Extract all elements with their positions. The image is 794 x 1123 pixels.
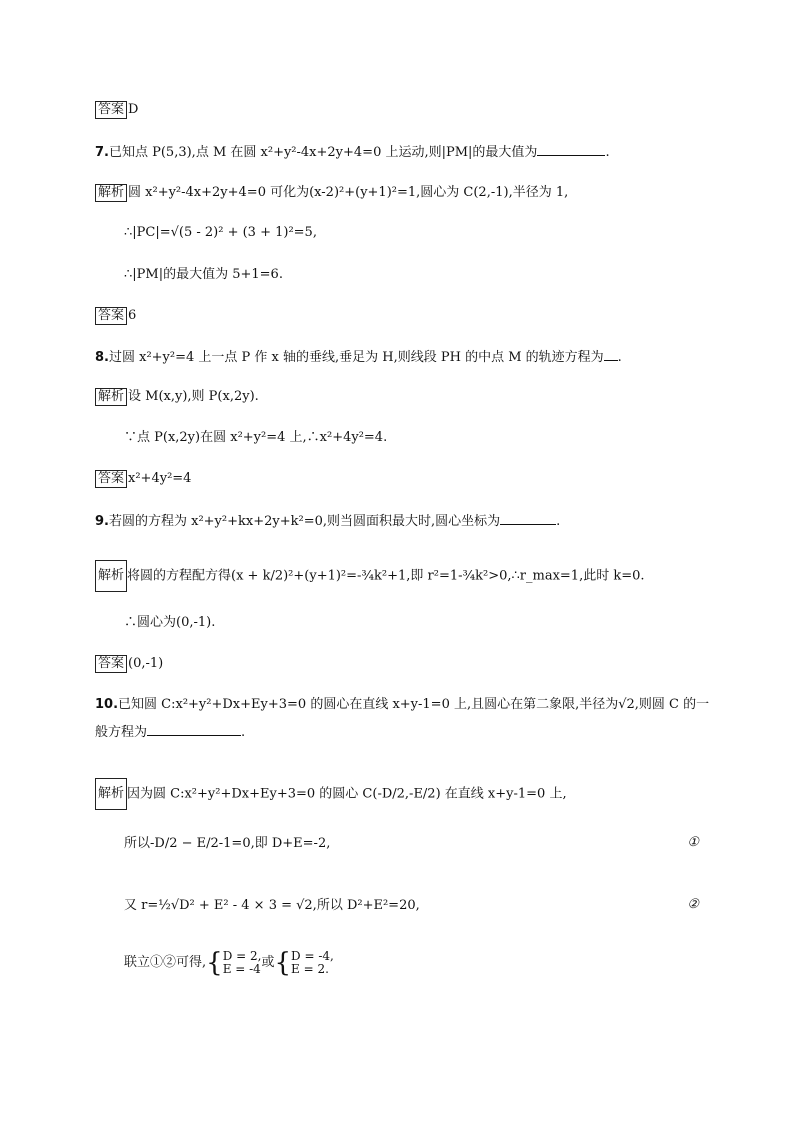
solution-line: ∵点 P(x,2y)在圆 x²+y²=4 上,∴x²+4y²=4. bbox=[124, 430, 388, 445]
question-text: 已知点 P(5,3),点 M 在圆 x²+y²-4x+2y+4=0 上运动,则|PM|的最大值为 bbox=[108, 145, 538, 160]
solution-line: 因为圆 C:x²+y²+Dx+Ey+3=0 的圆心 C(-D/2,-E/2) 在直线 x+y-1=0 上, bbox=[127, 786, 567, 802]
answer-9 bbox=[95, 655, 163, 673]
question-text: 已知圆 C:x²+y²+Dx+Ey+3=0 的圆心在直线 x+y-1=0 上,且圆心在第二象限,半径为√2,则圆 C 的一 bbox=[118, 697, 710, 712]
answer-tag: 答案 bbox=[95, 307, 127, 325]
solution-10-line4 bbox=[124, 950, 334, 976]
solution-line: 又 r=½√D² + E² - 4 × 3 = √2,所以 D²+E²=20, bbox=[124, 898, 420, 913]
solution-line: ∴圆心为(0,-1). bbox=[124, 615, 216, 630]
question-8: 8.过圆 x²+y²=4 上一点 P 作 x 轴的垂线,垂足为 H,则线段 PH 的中点 M 的轨迹方程为 . bbox=[95, 350, 622, 365]
equation-mark-1: ① bbox=[687, 835, 699, 850]
equation-mark-2: ② bbox=[687, 897, 699, 912]
system-eq: E = -4 bbox=[222, 962, 261, 976]
question-10 bbox=[95, 696, 709, 714]
answer-text: (0,-1) bbox=[128, 656, 164, 671]
answer-text: 6 bbox=[128, 308, 137, 323]
system-eq: D = 2, bbox=[222, 949, 262, 963]
answer-8 bbox=[95, 470, 191, 488]
system-eq: E = 2. bbox=[291, 962, 329, 976]
question-text: 般方程为 bbox=[95, 725, 148, 740]
solution-10 bbox=[95, 778, 567, 810]
system-1 bbox=[223, 950, 262, 976]
solution-10-line3 bbox=[124, 897, 420, 915]
left-brace: { bbox=[206, 948, 223, 978]
answer-blank bbox=[147, 723, 241, 736]
solution-line: 设 M(x,y),则 P(x,2y). bbox=[128, 389, 259, 404]
solution-line: ∴|PC|=√(5 - 2)² + (3 + 1)²=5, bbox=[124, 225, 317, 240]
solution-tag: 解析 bbox=[95, 184, 127, 202]
solution-8-line2 bbox=[124, 429, 387, 447]
solution-9 bbox=[95, 560, 645, 592]
answer-tag: 答案 bbox=[95, 655, 127, 673]
solution-line: 所以-D/2 − E/2-1=0,即 D+E=-2, bbox=[124, 836, 331, 851]
solution-7-line2 bbox=[124, 224, 317, 242]
solution-tag: 解析 bbox=[95, 778, 127, 810]
question-text: 过圆 x²+y²=4 上一点 P 作 x 轴的垂线,垂足为 H,则线段 PH 的中点 M 的轨迹方程为 bbox=[108, 350, 604, 365]
question-10-line2: 般方程为 . bbox=[95, 725, 246, 740]
question-text: 若圆的方程为 x²+y²+kx+2y+k²=0,则当圆面积最大时,圆心坐标为 bbox=[108, 514, 501, 529]
question-number: 8. bbox=[95, 350, 109, 365]
question-7: 7.已知点 P(5,3),点 M 在圆 x²+y²-4x+2y+4=0 上运动,则|PM|的最大值为 . bbox=[95, 145, 610, 160]
solution-line: 将圆的方程配方得(x + k/2)²+(y+1)²=-¾k²+1,即 r²=1-¾k²>0,∴r_max=1,此时 k=0. bbox=[127, 568, 645, 584]
answer-blank bbox=[500, 512, 556, 525]
answer-7 bbox=[95, 307, 136, 325]
question-number: 10. bbox=[95, 697, 119, 712]
solution-8 bbox=[95, 388, 259, 406]
answer-blank bbox=[604, 348, 618, 361]
answer-blank bbox=[537, 143, 605, 156]
answer-tag: 答案 bbox=[95, 470, 127, 488]
question-number: 9. bbox=[95, 514, 109, 529]
system-eq: D = -4, bbox=[291, 949, 334, 963]
answer-text: D bbox=[128, 102, 139, 117]
question-number: 7. bbox=[95, 145, 109, 160]
solution-line: 联立①②可得, bbox=[124, 955, 207, 970]
solution-9-line2 bbox=[124, 614, 215, 632]
solution-line: 圆 x²+y²-4x+2y+4=0 可化为(x-2)²+(y+1)²=1,圆心为 C(2,-1),半径为 1, bbox=[128, 185, 569, 200]
system-2 bbox=[291, 950, 334, 976]
left-brace: { bbox=[274, 948, 292, 978]
solution-7 bbox=[95, 184, 568, 202]
question-9: 9.若圆的方程为 x²+y²+kx+2y+k²=0,则当圆面积最大时,圆心坐标为 . bbox=[95, 514, 561, 529]
solution-line: ∴|PM|的最大值为 5+1=6. bbox=[124, 267, 283, 282]
solution-7-line3 bbox=[124, 266, 283, 284]
answer-tag: 答案 bbox=[95, 101, 127, 119]
solution-10-line2 bbox=[124, 835, 330, 853]
answer-text: x²+4y²=4 bbox=[128, 471, 192, 486]
answer-6 bbox=[95, 101, 138, 119]
solution-tag: 解析 bbox=[95, 388, 127, 406]
or-text: 或 bbox=[261, 955, 275, 970]
solution-tag: 解析 bbox=[95, 560, 127, 592]
